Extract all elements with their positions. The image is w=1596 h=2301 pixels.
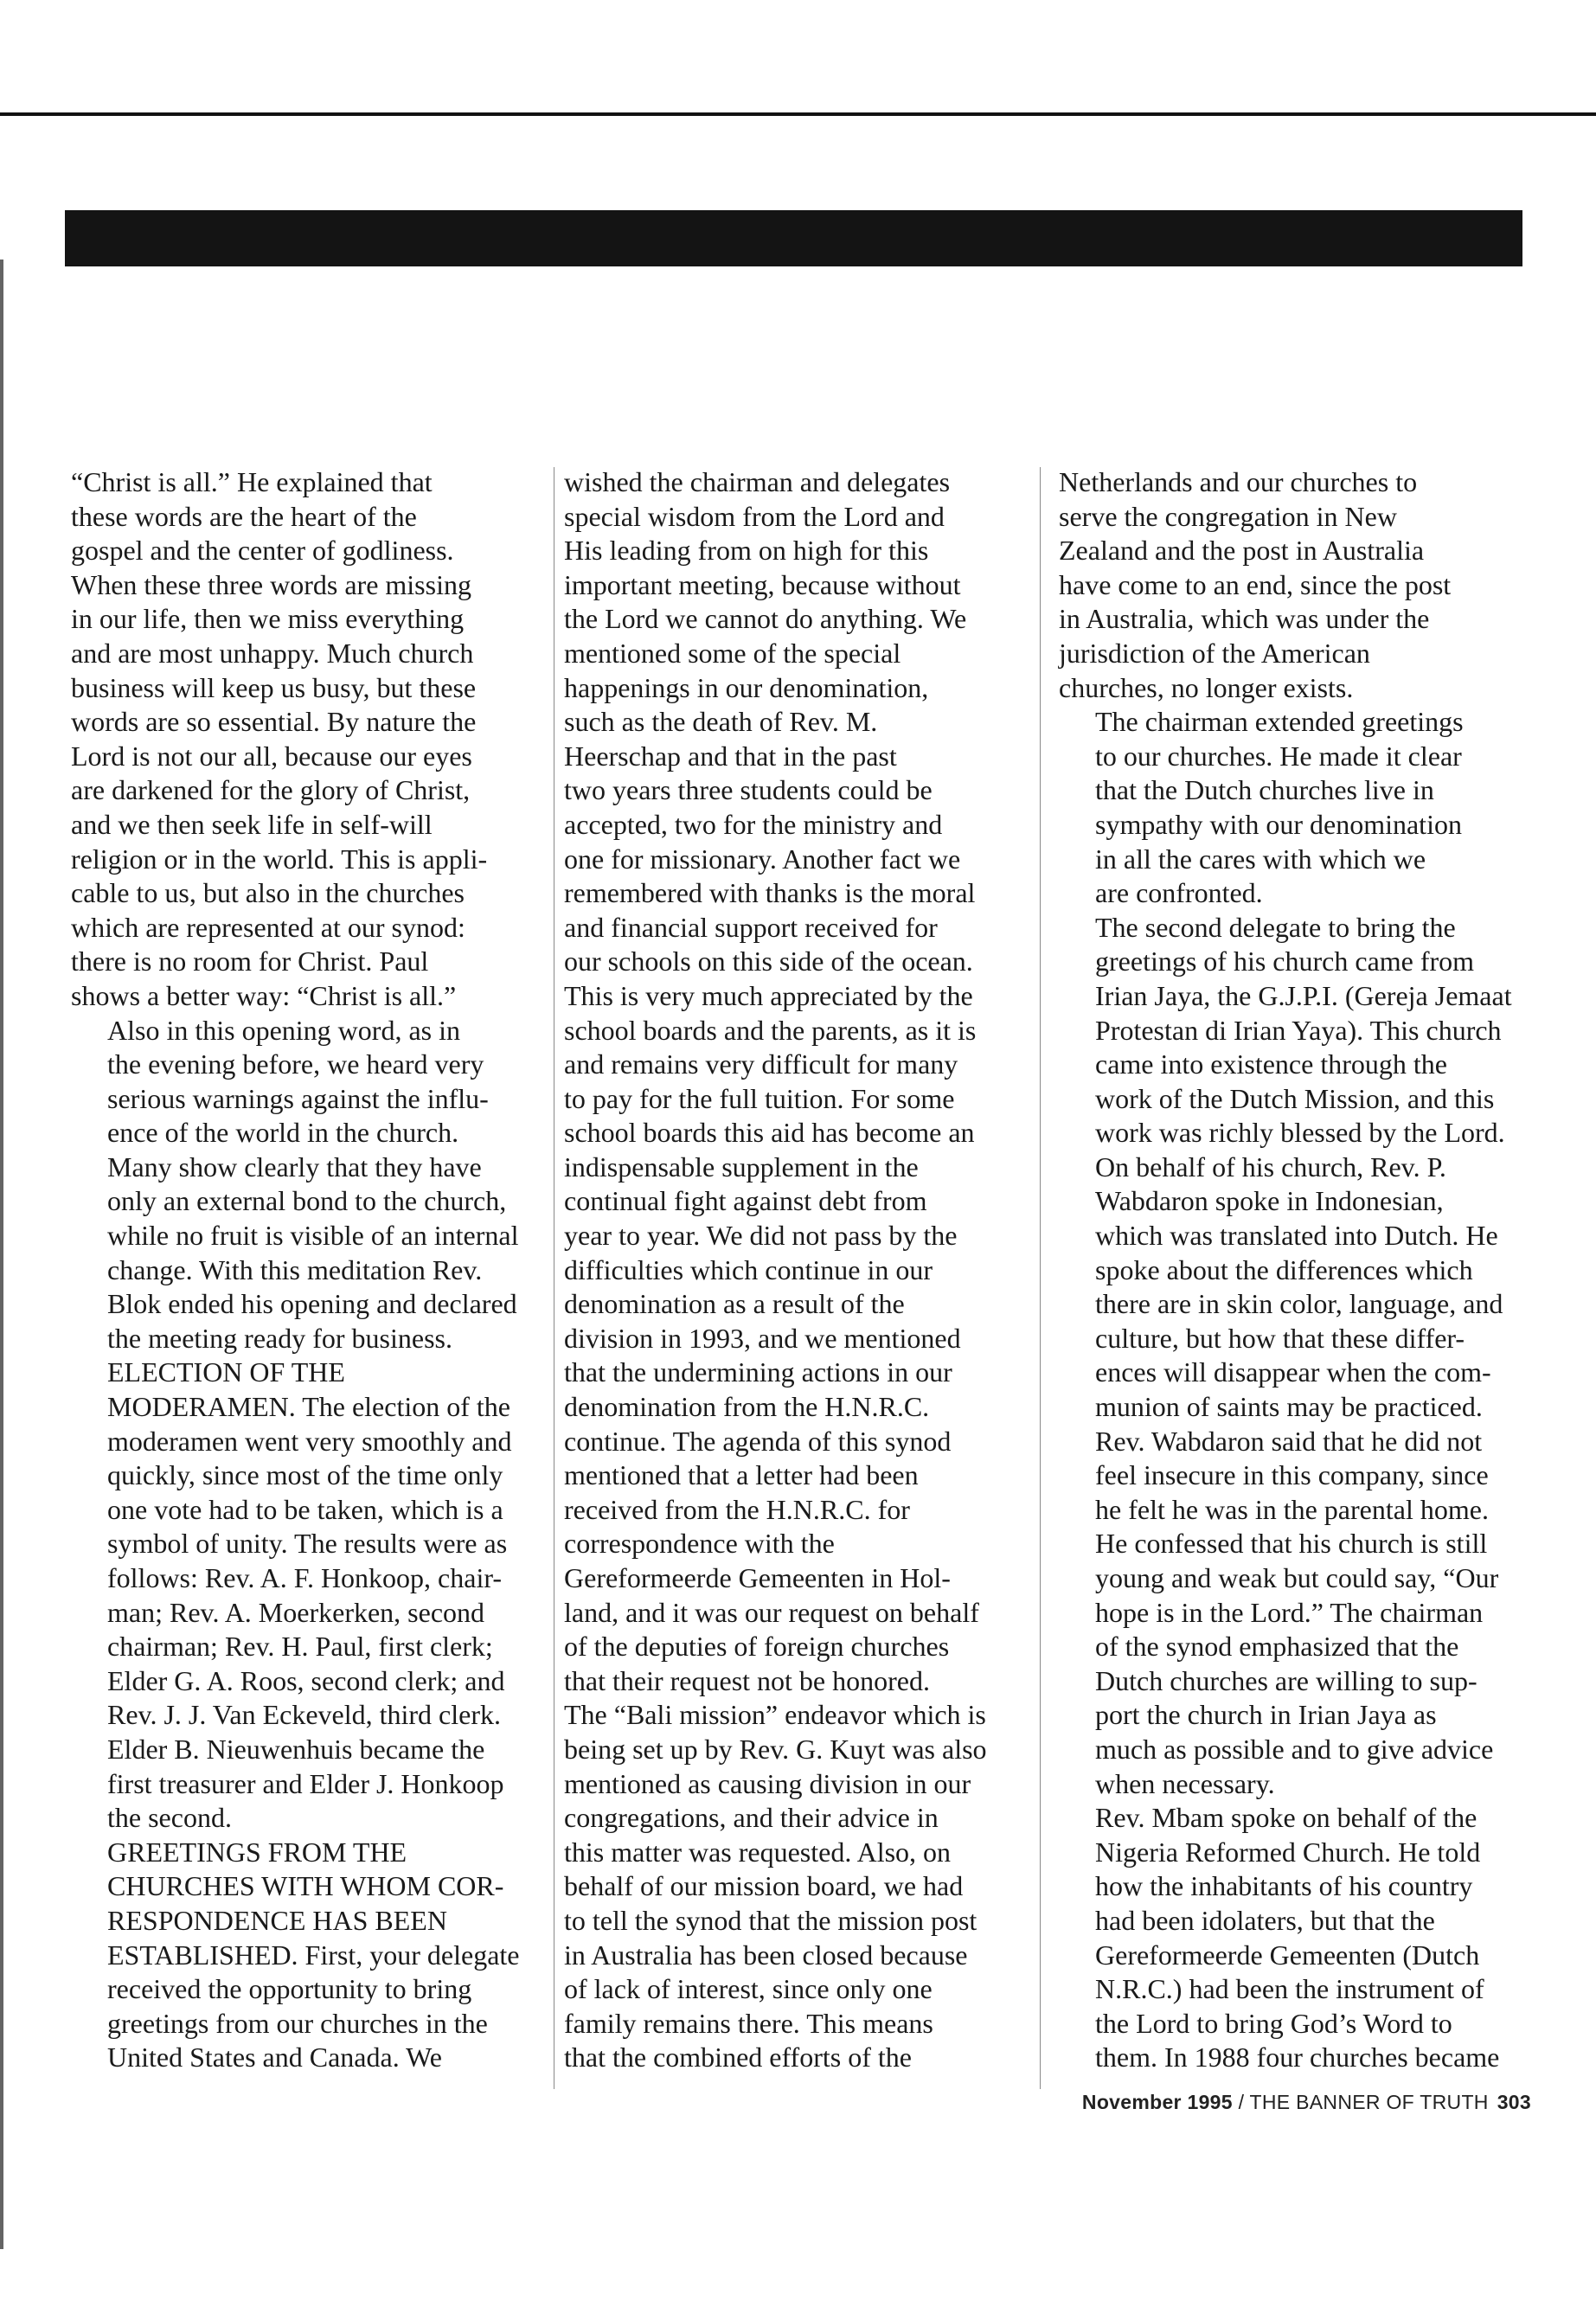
text-line: continual fight against debt from <box>564 1185 927 1217</box>
text-line: had been idolaters, but that the <box>1095 1904 1435 1936</box>
text-line: words are so essential. By nature the <box>71 706 477 738</box>
header-band <box>65 210 1522 266</box>
text-line: in Australia has been closed because <box>564 1939 968 1971</box>
text-line: have come to an end, since the post <box>1059 568 1452 600</box>
text-line: there is no room for Christ. Paul <box>71 945 429 977</box>
footer-publication: THE BANNER OF TRUTH <box>1249 2091 1489 2113</box>
text-line: His leading from on high for this <box>564 535 929 567</box>
text-line: received the opportunity to bring <box>107 1973 472 2005</box>
text-line: On behalf of his church, Rev. P. <box>1095 1150 1446 1183</box>
text-line: RESPONDENCE HAS BEEN <box>107 1904 447 1936</box>
text-line: quickly, since most of the time only <box>107 1459 503 1491</box>
text-line: GREETINGS FROM THE <box>107 1836 407 1868</box>
text-line: hope is in the Lord.” The chairman <box>1095 1596 1484 1628</box>
text-line: which was translated into Dutch. He <box>1095 1220 1498 1252</box>
column-divider <box>1040 467 1041 2089</box>
text-line: MODERAMEN. The election of the <box>107 1391 510 1423</box>
text-line: school boards and the parents, as it is <box>564 1014 977 1046</box>
text-line: and are most unhappy. Much church <box>71 637 474 669</box>
text-line: when necessary. <box>1095 1767 1275 1799</box>
text-line: Rev. Wabdaron said that he did not <box>1095 1425 1483 1457</box>
text-line: of the synod emphasized that the <box>1095 1631 1459 1663</box>
binding-edge <box>0 260 3 2249</box>
text-line: in Australia, which was under the <box>1059 603 1430 635</box>
text-line: symbol of unity. The results were as <box>107 1528 508 1560</box>
text-line: religion or in the world. This is appli- <box>71 843 488 875</box>
text-line: ences will disappear when the com- <box>1095 1356 1491 1388</box>
text-line: work was richly blessed by the Lord. <box>1095 1117 1505 1149</box>
text-column-2 <box>564 465 1029 2075</box>
text-line: Lord is not our all, because our eyes <box>71 740 472 772</box>
text-line: change. With this meditation Rev. <box>107 1253 483 1285</box>
text-line: this matter was requested. Also, on <box>564 1836 952 1868</box>
text-line: Wabdaron spoke in Indonesian, <box>1095 1185 1444 1217</box>
text-line: Nigeria Reformed Church. He told <box>1095 1836 1481 1868</box>
text-line: The chairman extended greetings <box>1095 706 1464 738</box>
text-line: moderamen went very smoothly and <box>107 1425 512 1457</box>
text-line: difficulties which continue in our <box>564 1253 933 1285</box>
text-line: he felt he was in the parental home. <box>1095 1493 1489 1525</box>
paragraph <box>1059 705 1524 911</box>
text-line: He confessed that his church is still <box>1095 1528 1488 1560</box>
text-line: happenings in our denomination, <box>564 671 929 703</box>
text-line: such as the death of Rev. M. <box>564 706 878 738</box>
text-line: ESTABLISHED. First, your delegate <box>107 1939 520 1971</box>
text-line: indispensable supplement in the <box>564 1150 919 1183</box>
text-line: our schools on this side of the ocean. <box>564 945 973 977</box>
text-line: received from the H.N.R.C. for <box>564 1493 910 1525</box>
text-line: that the Dutch churches live in <box>1095 774 1434 806</box>
text-line: Blok ended his opening and declared <box>107 1288 517 1320</box>
text-line: CHURCHES WITH WHOM COR- <box>107 1870 504 1902</box>
text-line: Gereformeerde Gemeenten (Dutch <box>1095 1939 1480 1971</box>
text-line: greetings from our churches in the <box>107 2007 488 2039</box>
text-line: Many show clearly that they have <box>107 1150 482 1183</box>
text-line: behalf of our mission board, we had <box>564 1870 964 1902</box>
text-line: ELECTION OF THE <box>107 1356 345 1388</box>
text-line: remembered with thanks is the moral <box>564 877 976 909</box>
text-line: serious warnings against the influ- <box>107 1082 489 1114</box>
text-line: of the deputies of foreign churches <box>564 1631 950 1663</box>
text-line: and financial support received for <box>564 911 938 943</box>
text-line: and we then seek life in self-will <box>71 808 433 840</box>
text-line: churches, no longer exists. <box>1059 671 1354 703</box>
text-line: follows: Rev. A. F. Honkoop, chair- <box>107 1562 503 1593</box>
paragraph <box>1059 465 1524 705</box>
text-line: are confronted. <box>1095 877 1263 909</box>
text-line: Elder B. Nieuwenhuis became the <box>107 1733 485 1765</box>
text-line: there are in skin color, language, and <box>1095 1288 1503 1320</box>
text-line: Zealand and the post in Australia <box>1059 535 1425 567</box>
text-line: division in 1993, and we mentioned <box>564 1322 961 1354</box>
text-line: Heerschap and that in the past <box>564 740 897 772</box>
text-line: feel insecure in this company, since <box>1095 1459 1489 1491</box>
text-line: while no fruit is visible of an internal <box>107 1220 519 1252</box>
text-line: work of the Dutch Mission, and this <box>1095 1082 1495 1114</box>
text-line: only an external bond to the church, <box>107 1185 507 1217</box>
text-line: in our life, then we miss everything <box>71 603 465 635</box>
text-line: one vote had to be taken, which is a <box>107 1493 503 1525</box>
text-line: important meeting, because without <box>564 568 961 600</box>
text-line: Rev. J. J. Van Eckeveld, third clerk. <box>107 1699 501 1731</box>
paragraph <box>71 465 536 1014</box>
text-line: the Lord to bring God’s Word to <box>1095 2007 1452 2039</box>
text-line: to pay for the full tuition. For some <box>564 1082 955 1114</box>
text-line: Dutch churches are willing to sup- <box>1095 1664 1477 1696</box>
text-line: the second. <box>107 1802 232 1834</box>
text-line: port the church in Irian Jaya as <box>1095 1699 1437 1731</box>
text-line: “Christ is all.” He explained that <box>71 466 433 497</box>
text-line: congregations, and their advice in <box>564 1802 939 1834</box>
text-line: United States and Canada. We <box>107 2041 442 2073</box>
text-line: business will keep us busy, but these <box>71 671 477 703</box>
text-line: of lack of interest, since only one <box>564 1973 933 2005</box>
paragraph <box>1059 911 1524 1801</box>
text-line: N.R.C.) had been the instrument of <box>1095 1973 1484 2005</box>
text-line: are darkened for the glory of Christ, <box>71 774 471 806</box>
text-line: that their request not be honored. <box>564 1664 930 1696</box>
text-line: two years three students could be <box>564 774 933 806</box>
text-line: the meeting ready for business. <box>107 1322 452 1354</box>
text-line: being set up by Rev. G. Kuyt was also <box>564 1733 987 1765</box>
footer-separator: / <box>1232 2091 1250 2113</box>
text-line: When these three words are missing <box>71 568 471 600</box>
text-line: much as possible and to give advice <box>1095 1733 1494 1765</box>
text-line: to our churches. He made it clear <box>1095 740 1462 772</box>
text-line: mentioned some of the special <box>564 637 901 669</box>
text-line: came into existence through the <box>1095 1048 1447 1080</box>
page-number: 303 <box>1497 2091 1531 2113</box>
text-line: Gereformeerde Gemeenten in Hol- <box>564 1562 951 1593</box>
text-line: the evening before, we heard very <box>107 1048 484 1080</box>
text-line: continue. The agenda of this synod <box>564 1425 952 1457</box>
text-column-3 <box>1059 465 1524 2075</box>
paragraph <box>71 1836 536 2075</box>
text-line: wished the chairman and delegates <box>564 466 951 497</box>
text-line: denomination as a result of the <box>564 1288 905 1320</box>
text-line: land, and it was our request on behalf <box>564 1596 979 1628</box>
text-line: serve the congregation in New <box>1059 500 1397 532</box>
text-line: ence of the world in the church. <box>107 1117 459 1149</box>
text-line: Protestan di Irian Yaya). This church <box>1095 1014 1502 1046</box>
text-line: that the combined efforts of the <box>564 2041 912 2073</box>
paragraph <box>71 1014 536 1356</box>
text-line: man; Rev. A. Moerkerken, second <box>107 1596 485 1628</box>
text-column-1 <box>71 465 536 2075</box>
text-line: family remains there. This means <box>564 2007 933 2039</box>
text-line: Elder G. A. Roos, second clerk; and <box>107 1664 505 1696</box>
text-line: The second delegate to bring the <box>1095 911 1456 943</box>
text-line: greetings of his church came from <box>1095 945 1475 977</box>
text-line: The “Bali mission” endeavor which is <box>564 1699 986 1731</box>
text-line: school boards this aid has become an <box>564 1117 975 1149</box>
text-line: these words are the heart of the <box>71 500 417 532</box>
text-line: mentioned that a letter had been <box>564 1459 919 1491</box>
text-line: Netherlands and our churches to <box>1059 466 1418 497</box>
text-line: munion of saints may be practiced. <box>1095 1391 1483 1423</box>
text-line: young and weak but could say, “Our <box>1095 1562 1499 1593</box>
text-line: cable to us, but also in the churches <box>71 877 465 909</box>
text-line: culture, but how that these differ- <box>1095 1322 1465 1354</box>
text-line: denomination from the H.N.R.C. <box>564 1391 930 1423</box>
text-line: gospel and the center of godliness. <box>71 535 454 567</box>
top-rule <box>0 112 1596 116</box>
text-line: to tell the synod that the mission post <box>564 1904 977 1936</box>
text-line: This is very much appreciated by the <box>564 979 973 1011</box>
text-line: correspondence with the <box>564 1528 835 1560</box>
text-line: them. In 1988 four churches became <box>1095 2041 1500 2073</box>
text-line: that the undermining actions in our <box>564 1356 952 1388</box>
text-line: mentioned as causing division in our <box>564 1767 971 1799</box>
text-line: in all the cares with which we <box>1095 843 1426 875</box>
text-line: jurisdiction of the American <box>1059 637 1370 669</box>
text-line: special wisdom from the Lord and <box>564 500 945 532</box>
text-line: one for missionary. Another fact we <box>564 843 961 875</box>
footer-date: November 1995 <box>1081 2091 1233 2113</box>
paragraph <box>1059 1801 1524 2075</box>
text-line: sympathy with our denomination <box>1095 808 1462 840</box>
text-line: Irian Jaya, the G.J.P.I. (Gereja Jemaat <box>1095 979 1512 1011</box>
text-line: chairman; Rev. H. Paul, first clerk; <box>107 1631 493 1663</box>
text-line: which are represented at our synod: <box>71 911 465 943</box>
text-line: accepted, two for the ministry and <box>564 808 943 840</box>
text-line: first treasurer and Elder J. Honkoop <box>107 1767 504 1799</box>
text-line: and remains very difficult for many <box>564 1048 958 1080</box>
text-line: shows a better way: “Christ is all.” <box>71 979 457 1011</box>
paragraph <box>71 1356 536 1835</box>
text-line: year to year. We did not pass by the <box>564 1220 958 1252</box>
text-line: Also in this opening word, as in <box>107 1014 460 1046</box>
text-line: Rev. Mbam spoke on behalf of the <box>1095 1802 1477 1834</box>
text-line: the Lord we cannot do anything. We <box>564 603 967 635</box>
text-line: spoke about the differences which <box>1095 1253 1473 1285</box>
paragraph <box>564 465 1029 2075</box>
text-line: how the inhabitants of his country <box>1095 1870 1473 1902</box>
page-footer <box>1073 2091 1531 2114</box>
